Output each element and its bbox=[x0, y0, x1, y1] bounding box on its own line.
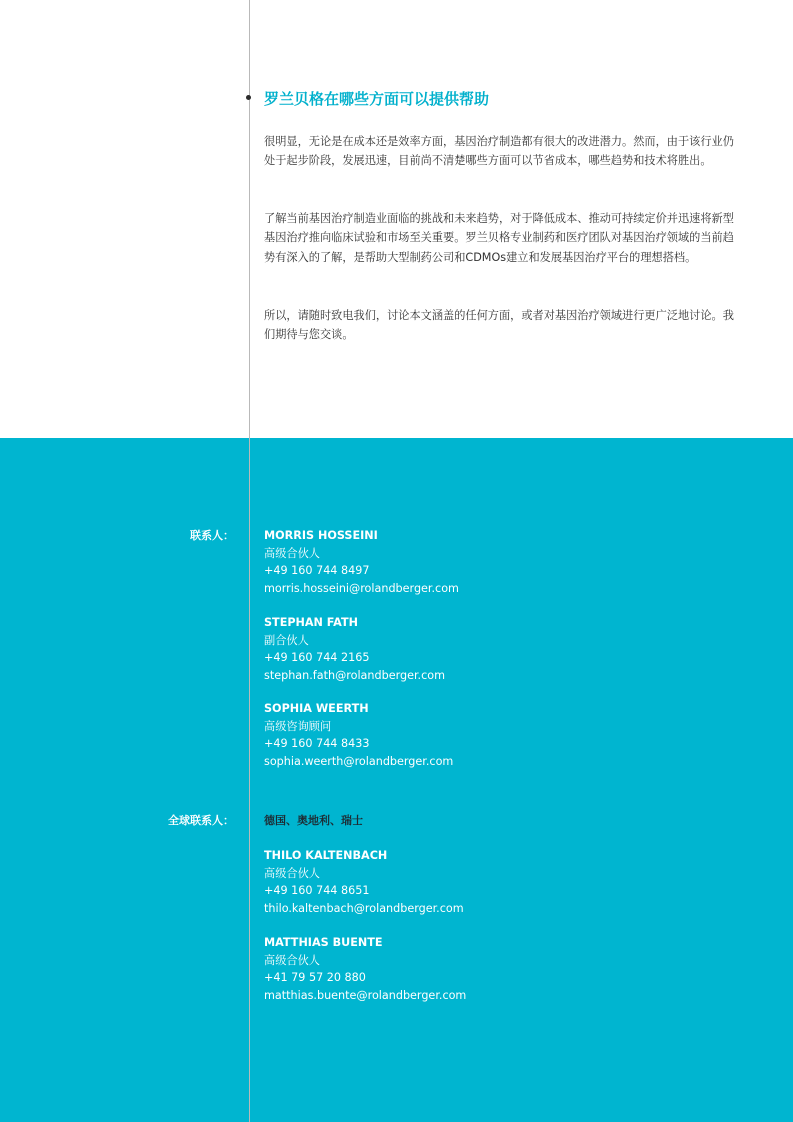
contact-card bbox=[264, 527, 459, 597]
contact-phone[interactable]: +49 160 744 8433 bbox=[264, 737, 370, 750]
contact-phone[interactable]: +41 79 57 20 880 bbox=[264, 971, 366, 984]
region-label: 德国、奥地利、瑞士 bbox=[264, 814, 363, 827]
contact-name: MORRIS HOSSEINI bbox=[264, 529, 378, 542]
contact-name: MATTHIAS BUENTE bbox=[264, 936, 383, 949]
contact-email[interactable]: morris.hosseini@rolandberger.com bbox=[264, 581, 459, 595]
contact-email[interactable]: thilo.kaltenbach@rolandberger.com bbox=[264, 901, 464, 915]
contact-phone[interactable]: +49 160 744 8651 bbox=[264, 884, 370, 897]
contacts-label: 联系人： bbox=[190, 529, 234, 542]
contact-card bbox=[264, 700, 453, 770]
contact-title: 副合伙人 bbox=[264, 633, 309, 647]
contact-card bbox=[264, 847, 464, 917]
contact-title: 高级合伙人 bbox=[264, 866, 320, 880]
contact-card bbox=[264, 614, 445, 684]
contact-email[interactable]: stephan.fath@rolandberger.com bbox=[264, 668, 445, 682]
contact-email[interactable]: matthias.buente@rolandberger.com bbox=[264, 988, 467, 1002]
contact-phone[interactable]: +49 160 744 2165 bbox=[264, 651, 370, 664]
contact-title: 高级合伙人 bbox=[264, 546, 320, 560]
contact-name: SOPHIA WEERTH bbox=[264, 702, 369, 715]
contact-email[interactable]: sophia.weerth@rolandberger.com bbox=[264, 754, 454, 768]
paragraph-3: 所以，请随时致电我们，讨论本文涵盖的任何方面，或者对基因治疗领域进行更广泛地讨论。我们期待与您交谈。 bbox=[264, 309, 734, 342]
paragraph-1: 很明显，无论是在成本还是效率方面，基因治疗制造都有很大的改进潜力。然而，由于该行业仍处于起步阶段，发展迅速，目前尚不清楚哪些方面可以节省成本，哪些趋势和技术将胜出。 bbox=[264, 135, 734, 168]
vertical-divider bbox=[249, 0, 250, 1122]
contact-phone[interactable]: +49 160 744 8497 bbox=[264, 564, 370, 577]
contact-title: 高级咨询顾问 bbox=[264, 719, 332, 733]
contact-name: THILO KALTENBACH bbox=[264, 849, 388, 862]
section-title: 罗兰贝格在哪些方面可以提供帮助 bbox=[264, 90, 490, 108]
global-contacts-label: 全球联系人： bbox=[168, 814, 234, 827]
contact-card bbox=[264, 934, 466, 1004]
contact-name: STEPHAN FATH bbox=[264, 616, 358, 629]
paragraph-2: 了解当前基因治疗制造业面临的挑战和未来趋势，对于降低成本、推动可持续定价并迅速将新型基因治疗推向临床试验和市场至关重要。罗兰贝格专业制药和医疗团队对基因治疗领域的当前趋势有深入的了解，是帮助大型制药公司和CDMOs建立和发展基因治疗平台的理想搭档。 bbox=[264, 212, 734, 264]
contact-title: 高级合伙人 bbox=[264, 953, 320, 967]
bullet-icon bbox=[246, 95, 251, 100]
